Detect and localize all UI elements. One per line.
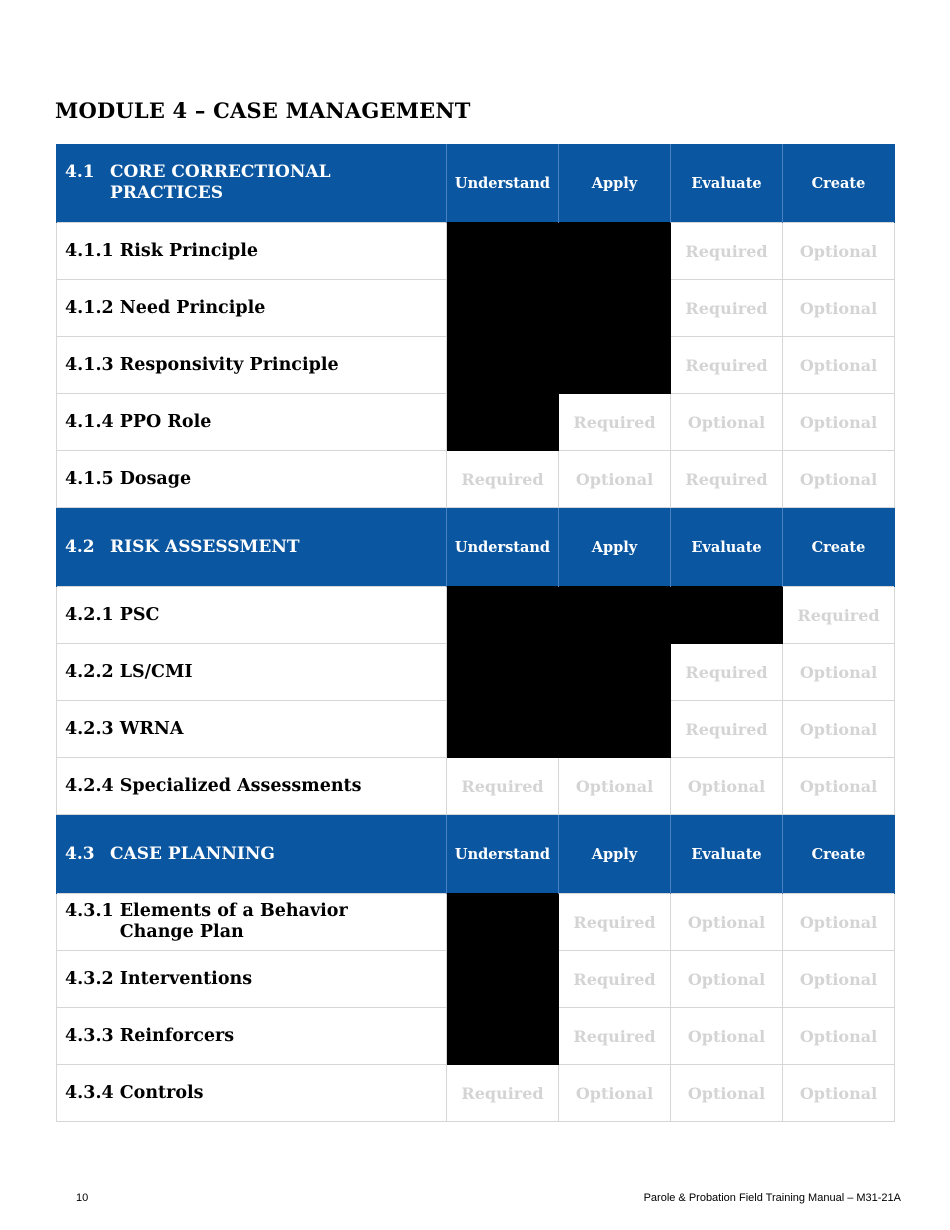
table-row bbox=[57, 894, 895, 951]
table-row bbox=[57, 701, 895, 758]
status-cell: Optional bbox=[783, 758, 895, 815]
table-row bbox=[57, 337, 895, 394]
filled-cell bbox=[447, 1008, 559, 1065]
filled-cell bbox=[447, 587, 559, 644]
row-number: 4.2.2 bbox=[65, 661, 114, 682]
status-cell: Optional bbox=[559, 758, 671, 815]
status-cell: Required bbox=[671, 644, 783, 701]
row-label-cell bbox=[57, 1065, 447, 1122]
column-header-evaluate: Evaluate bbox=[671, 508, 783, 587]
status-cell: Required bbox=[783, 587, 895, 644]
footer-manual-title: Parole & Probation Field Training Manual – M31-21A bbox=[643, 1192, 901, 1204]
section-number: 4.1 bbox=[65, 162, 95, 182]
status-cell: Required bbox=[671, 701, 783, 758]
status-cell: Optional bbox=[783, 951, 895, 1008]
status-cell: Required bbox=[559, 1008, 671, 1065]
row-number: 4.1.4 bbox=[65, 411, 114, 432]
status-cell: Optional bbox=[783, 223, 895, 280]
row-label-cell bbox=[57, 894, 447, 951]
table-row bbox=[57, 223, 895, 280]
row-label: Need Principle bbox=[119, 297, 266, 318]
status-cell: Optional bbox=[671, 894, 783, 951]
table-row bbox=[57, 587, 895, 644]
status-cell: Required bbox=[559, 951, 671, 1008]
table-row bbox=[57, 1008, 895, 1065]
status-cell: Required bbox=[671, 280, 783, 337]
status-cell: Optional bbox=[783, 701, 895, 758]
row-label: Risk Principle bbox=[119, 240, 259, 261]
section-header-row bbox=[57, 144, 895, 223]
filled-cell bbox=[447, 894, 559, 951]
status-cell: Optional bbox=[783, 1008, 895, 1065]
status-cell: Optional bbox=[671, 394, 783, 451]
section-title-cell bbox=[57, 815, 447, 894]
row-label-cell bbox=[57, 758, 447, 815]
column-header-create: Create bbox=[783, 508, 895, 587]
row-label-cell bbox=[57, 223, 447, 280]
row-label: Interventions bbox=[119, 968, 253, 989]
row-label-cell bbox=[57, 451, 447, 508]
section-title-cell bbox=[57, 144, 447, 223]
row-label: PPO Role bbox=[119, 411, 212, 432]
row-number: 4.2.4 bbox=[65, 775, 114, 796]
table-row bbox=[57, 394, 895, 451]
row-number: 4.1.2 bbox=[65, 297, 114, 318]
row-label: Controls bbox=[119, 1082, 204, 1103]
row-number: 4.3.2 bbox=[65, 968, 114, 989]
table-row bbox=[57, 1065, 895, 1122]
row-label: LS/CMI bbox=[119, 661, 193, 682]
section-title-cell bbox=[57, 508, 447, 587]
footer-page-number: 10 bbox=[76, 1192, 89, 1204]
row-label: Reinforcers bbox=[119, 1025, 235, 1046]
status-cell: Required bbox=[447, 758, 559, 815]
column-header-apply: Apply bbox=[559, 508, 671, 587]
row-number: 4.2.1 bbox=[65, 604, 114, 625]
column-header-apply: Apply bbox=[559, 815, 671, 894]
table-row bbox=[57, 951, 895, 1008]
filled-cell bbox=[447, 644, 559, 701]
status-cell: Optional bbox=[559, 1065, 671, 1122]
filled-cell bbox=[559, 223, 671, 280]
column-header-evaluate: Evaluate bbox=[671, 815, 783, 894]
table-row bbox=[57, 644, 895, 701]
row-number: 4.3.1 bbox=[65, 901, 114, 921]
table-row bbox=[57, 451, 895, 508]
status-cell: Optional bbox=[671, 1065, 783, 1122]
status-cell: Optional bbox=[671, 1008, 783, 1065]
row-label-cell bbox=[57, 587, 447, 644]
competency-table bbox=[56, 144, 895, 1122]
filled-cell bbox=[559, 701, 671, 758]
status-cell: Required bbox=[671, 223, 783, 280]
status-cell: Optional bbox=[783, 894, 895, 951]
column-header-understand: Understand bbox=[447, 815, 559, 894]
status-cell: Required bbox=[671, 337, 783, 394]
column-header-apply: Apply bbox=[559, 144, 671, 223]
filled-cell bbox=[447, 337, 559, 394]
row-number: 4.3.3 bbox=[65, 1025, 114, 1046]
section-header-row bbox=[57, 508, 895, 587]
filled-cell bbox=[447, 701, 559, 758]
row-number: 4.2.3 bbox=[65, 718, 114, 739]
filled-cell bbox=[447, 394, 559, 451]
filled-cell bbox=[447, 280, 559, 337]
page-title: MODULE 4 – CASE MANAGEMENT bbox=[55, 98, 471, 123]
status-cell: Optional bbox=[559, 451, 671, 508]
row-label-cell bbox=[57, 951, 447, 1008]
row-label-cell bbox=[57, 337, 447, 394]
column-header-understand: Understand bbox=[447, 508, 559, 587]
status-cell: Required bbox=[447, 451, 559, 508]
row-label-cell bbox=[57, 701, 447, 758]
row-label-cell bbox=[57, 1008, 447, 1065]
section-number: 4.2 bbox=[65, 536, 95, 557]
filled-cell bbox=[559, 337, 671, 394]
status-cell: Optional bbox=[671, 758, 783, 815]
status-cell: Optional bbox=[783, 280, 895, 337]
status-cell: Optional bbox=[783, 644, 895, 701]
filled-cell bbox=[559, 644, 671, 701]
status-cell: Optional bbox=[783, 451, 895, 508]
status-cell: Required bbox=[559, 394, 671, 451]
row-label: PSC bbox=[119, 604, 160, 625]
row-number: 4.1.3 bbox=[65, 354, 114, 375]
status-cell: Required bbox=[447, 1065, 559, 1122]
row-number: 4.3.4 bbox=[65, 1082, 114, 1103]
row-label: WRNA bbox=[119, 718, 184, 739]
row-label: Elements of a Behavior Change Plan bbox=[119, 901, 348, 942]
filled-cell bbox=[559, 587, 671, 644]
filled-cell bbox=[559, 280, 671, 337]
filled-cell bbox=[447, 223, 559, 280]
filled-cell bbox=[671, 587, 783, 644]
status-cell: Optional bbox=[783, 337, 895, 394]
column-header-evaluate: Evaluate bbox=[671, 144, 783, 223]
table-row bbox=[57, 758, 895, 815]
status-cell: Optional bbox=[783, 394, 895, 451]
section-header-row bbox=[57, 815, 895, 894]
section-number: 4.3 bbox=[65, 843, 95, 864]
table-row bbox=[57, 280, 895, 337]
row-label: Specialized Assessments bbox=[119, 775, 362, 796]
section-title: CASE PLANNING bbox=[110, 843, 275, 864]
row-label-cell bbox=[57, 280, 447, 337]
row-label: Dosage bbox=[119, 468, 192, 489]
row-label: Responsivity Principle bbox=[119, 354, 339, 375]
status-cell: Optional bbox=[783, 1065, 895, 1122]
status-cell: Required bbox=[559, 894, 671, 951]
filled-cell bbox=[447, 951, 559, 1008]
row-number: 4.1.1 bbox=[65, 240, 114, 261]
row-label-cell bbox=[57, 394, 447, 451]
section-title: CORE CORRECTIONAL PRACTICES bbox=[110, 162, 331, 203]
column-header-understand: Understand bbox=[447, 144, 559, 223]
status-cell: Optional bbox=[671, 951, 783, 1008]
status-cell: Required bbox=[671, 451, 783, 508]
column-header-create: Create bbox=[783, 815, 895, 894]
row-label-cell bbox=[57, 644, 447, 701]
row-number: 4.1.5 bbox=[65, 468, 114, 489]
section-title: RISK ASSESSMENT bbox=[110, 536, 300, 557]
column-header-create: Create bbox=[783, 144, 895, 223]
